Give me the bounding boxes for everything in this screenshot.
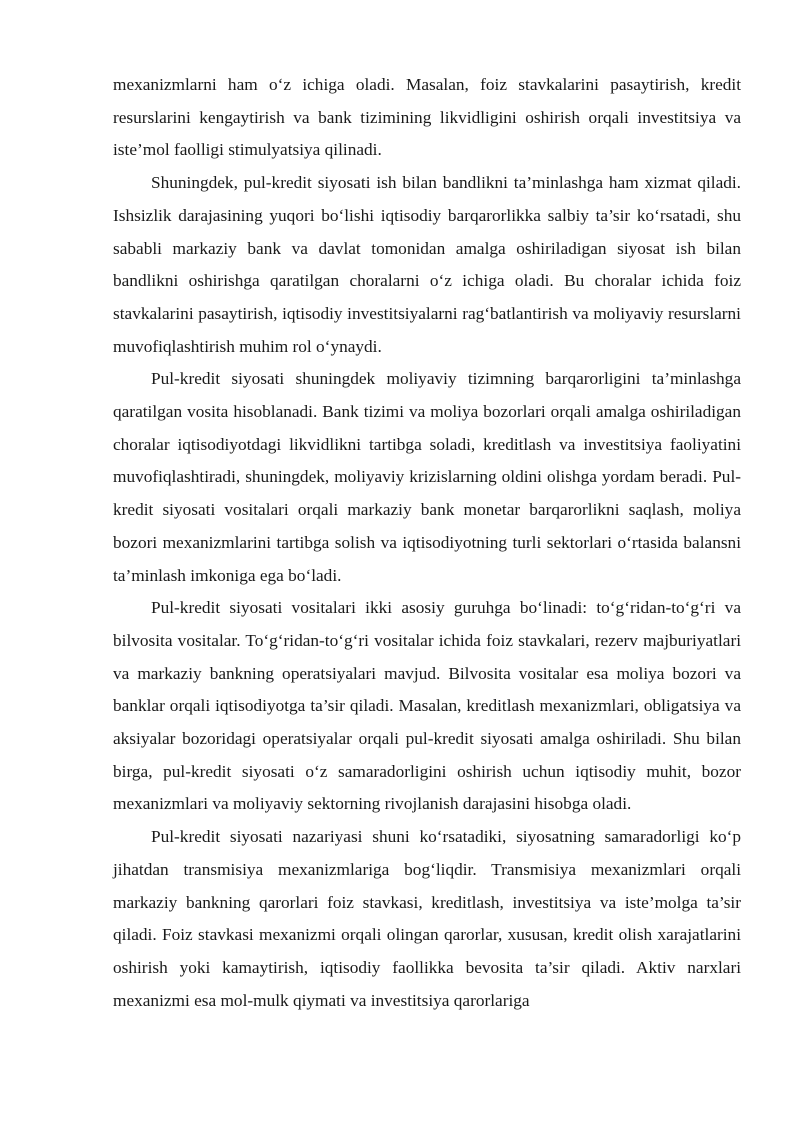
paragraph-policy-instruments: Pul-kredit siyosati vositalari ikki asosiy guruhga bo‘linadi: to‘g‘ridan-to‘g‘ri va bilvosita vositalar. To‘g‘ridan-to‘g‘ri vositalar ichida foiz stavkalari, rezerv majburiyatlari va markaziy bankning operatsiyalari mavjud. Bilvosita vositalar esa moliya bozori va banklar orqali iqtisodiyotga ta’sir qiladi. Masalan, kreditlash mexanizmlari, obligatsiya va aksiyalar bozoridagi operatsiyalar orqali pul-kredit siyosati amalga oshiriladi. Shu bilan birga, pul-kredit siyosati o‘z samaradorligini oshirish uchun iqtisodiy muhit, bozor mexanizmlari va moliyaviy sektorning rivojlanish darajasini hisobga oladi. [113,598,741,814]
paragraph-employment: Shuningdek, pul-kredit siyosati ish bilan bandlikni ta’minlashga ham xizmat qiladi. Ishsizlik darajasining yuqori bo‘lishi iqtisodiy barqarorlikka salbiy ta’sir ko‘rsatadi, shu sababli markaziy bank va davlat tomonidan amalga oshiriladigan siyosat ish bilan bandlikni oshirishga qaratilgan choralarni o‘z ichiga oladi. Bu choralar ichida foiz stavkalarini pasaytirish, iqtisodiy investitsiyalarni rag‘batlantirish va moliyaviy resurslarni muvofiqlashtirish muhim rol o‘ynaydi. [113,173,741,356]
paragraph-continuation: mexanizmlarni ham o‘z ichiga oladi. Masalan, foiz stavkalarini pasaytirish, kredit resurslarini kengaytirish va bank tizimining likvidligini oshirish orqali investitsiya va iste’mol faolligi stimulyatsiya qilinadi. [113,75,741,160]
page-body [113,69,741,1017]
paragraph-transmission-mechanisms: Pul-kredit siyosati nazariyasi shuni ko‘rsatadiki, siyosatning samaradorligi ko‘p jihatdan transmisiya mexanizmlariga bog‘liqdir. Transmisiya mexanizmlari orqali markaziy bankning qarorlari foiz stavkasi, kreditlash, investitsiya va iste’molga ta’sir qiladi. Foiz stavkasi mexanizmi orqali olingan qarorlar, xususan, kredit olish xarajatlarini oshirish yoki kamaytirish, iqtisodiy faollikka bevosita ta’sir qiladi. Aktiv narxlari mexanizmi esa mol-mulk qiymati va investitsiya qarorlariga [113,827,741,1010]
paragraph-financial-stability: Pul-kredit siyosati shuningdek moliyaviy tizimning barqarorligini ta’minlashga qaratilgan vosita hisoblanadi. Bank tizimi va moliya bozorlari orqali amalga oshiriladigan choralar iqtisodiyotdagi likvidlikni tartibga soladi, kreditlash va investitsiya faoliyatini muvofiqlashtiradi, shuningdek, moliyaviy krizislarning oldini olishga yordam beradi. Pul-kredit siyosati vositalari orqali markaziy bank monetar barqarorlikni saqlash, moliya bozori mexanizmlarini tartibga solish va iqtisodiyotning turli sektorlari o‘rtasida balansni ta’minlash imkoniga ega bo‘ladi. [113,369,741,585]
